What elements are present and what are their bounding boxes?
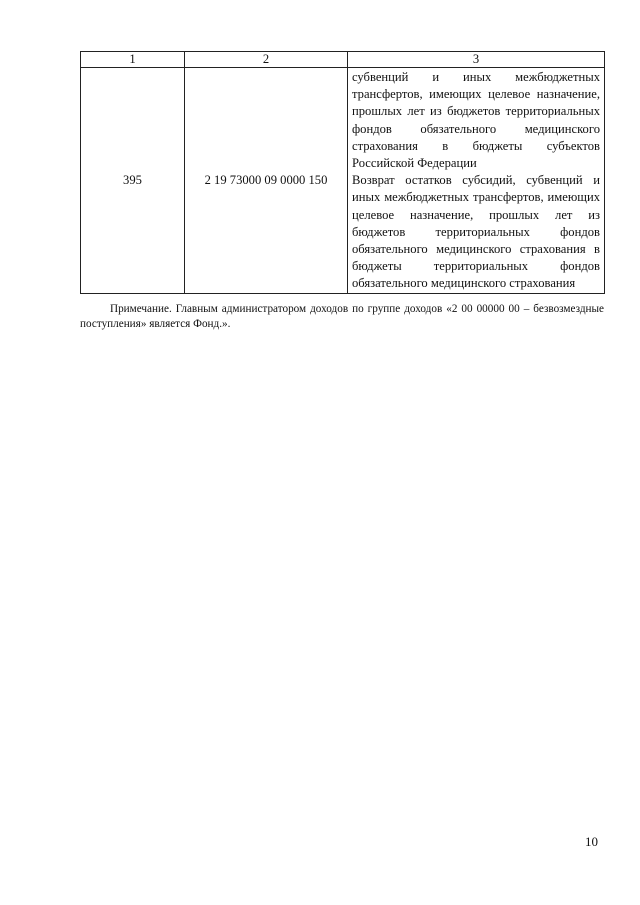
table-header-row <box>81 52 605 68</box>
page-number: 10 <box>585 834 598 849</box>
description-paragraph-1: субвенций и иных межбюджетных трансфертов, имеющих целевое назначение, прошлых лет из бюджетов территориальных фондов обязательного медицинского страхования в бюджеты субъектов Российской Федерации <box>352 70 600 171</box>
table-row <box>81 68 605 294</box>
admin-code-cell: 395 <box>81 68 185 294</box>
column-header-3: 3 <box>348 52 605 68</box>
description-paragraph-2: Возврат остатков субсидий, субвенций и иных межбюджетных трансфертов, имеющих целевое назначение, прошлых лет из бюджетов территориальных фондов обязательного медицинского страхования в бюджеты территориальных фондов обязательного медицинского страхования <box>352 173 600 291</box>
column-header-2: 2 <box>185 52 348 68</box>
description-cell <box>348 68 605 294</box>
footnote: Примечание. Главным администратором доходов по группе доходов «2 00 00000 00 – безвозмездные поступления» является Фонд.». <box>80 303 604 330</box>
revenue-table <box>80 51 605 294</box>
income-code-cell: 2 19 73000 09 0000 150 <box>185 68 348 294</box>
column-header-1: 1 <box>81 52 185 68</box>
